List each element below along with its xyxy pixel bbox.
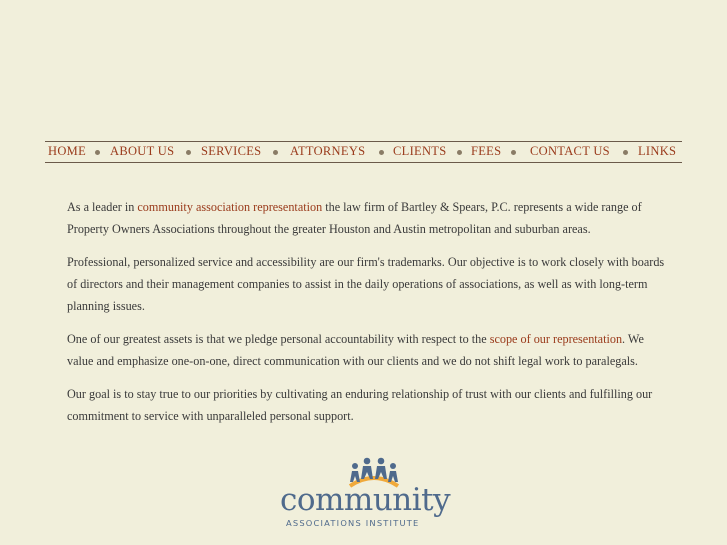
- text: . We value and emphasize one-on-one, direct communication with our clients and we do not shift legal work to paralegals.: [67, 332, 644, 368]
- nav-item-fees[interactable]: FEES: [471, 144, 502, 158]
- text: As a leader in: [67, 200, 138, 214]
- text: One of our greatest assets is that we pledge personal accountability with respect to the: [67, 332, 490, 346]
- nav-item-contact-us[interactable]: CONTACT US: [530, 144, 610, 158]
- main-nav: [45, 141, 682, 163]
- nav-separator-dot: [186, 150, 191, 155]
- nav-item-links[interactable]: LINKS: [638, 144, 677, 158]
- nav-item-home[interactable]: HOME: [48, 144, 87, 158]
- nav-separator-dot: [95, 150, 100, 155]
- logo-subtitle: ASSOCIATIONS INSTITUTE: [286, 518, 420, 528]
- assets-paragraph: [67, 328, 667, 372]
- intro-paragraph: [67, 196, 667, 240]
- nav-item-about-us[interactable]: ABOUT US: [110, 144, 175, 158]
- goal-paragraph: Our goal is to stay true to our priorities by cultivating an enduring relationship of trust with our clients and fulfilling our commitment to service with unparalleled personal support.: [67, 387, 653, 423]
- text: the law firm of Bartley & Spears, P.C. represents a wide range of Property Owners Associations throughout the greater Houston and Austin metropolitan and suburban areas.: [67, 200, 642, 236]
- nav-item-attorneys[interactable]: ATTORNEYS: [290, 144, 366, 158]
- logo-wordmark: community: [280, 482, 451, 518]
- cai-logo[interactable]: [280, 452, 462, 532]
- community-association-representation-link[interactable]: community association representation: [137, 200, 323, 214]
- service-paragraph: Professional, personalized service and accessibility are our firm's trademarks. Our objective is to work closely with boards of directors and their management companies to assist in the daily operations of associations, as well as with long-term planning issues.: [67, 255, 665, 313]
- nav-separator-dot: [273, 150, 278, 155]
- nav-separator-dot: [457, 150, 462, 155]
- nav-separator-dot: [379, 150, 384, 155]
- nav-item-services[interactable]: SERVICES: [201, 144, 262, 158]
- nav-separator-dot: [511, 150, 516, 155]
- nav-item-clients[interactable]: CLIENTS: [393, 144, 447, 158]
- main-content: [67, 196, 667, 438]
- scope-of-representation-link[interactable]: scope of our representation: [489, 332, 623, 346]
- nav-separator-dot: [623, 150, 628, 155]
